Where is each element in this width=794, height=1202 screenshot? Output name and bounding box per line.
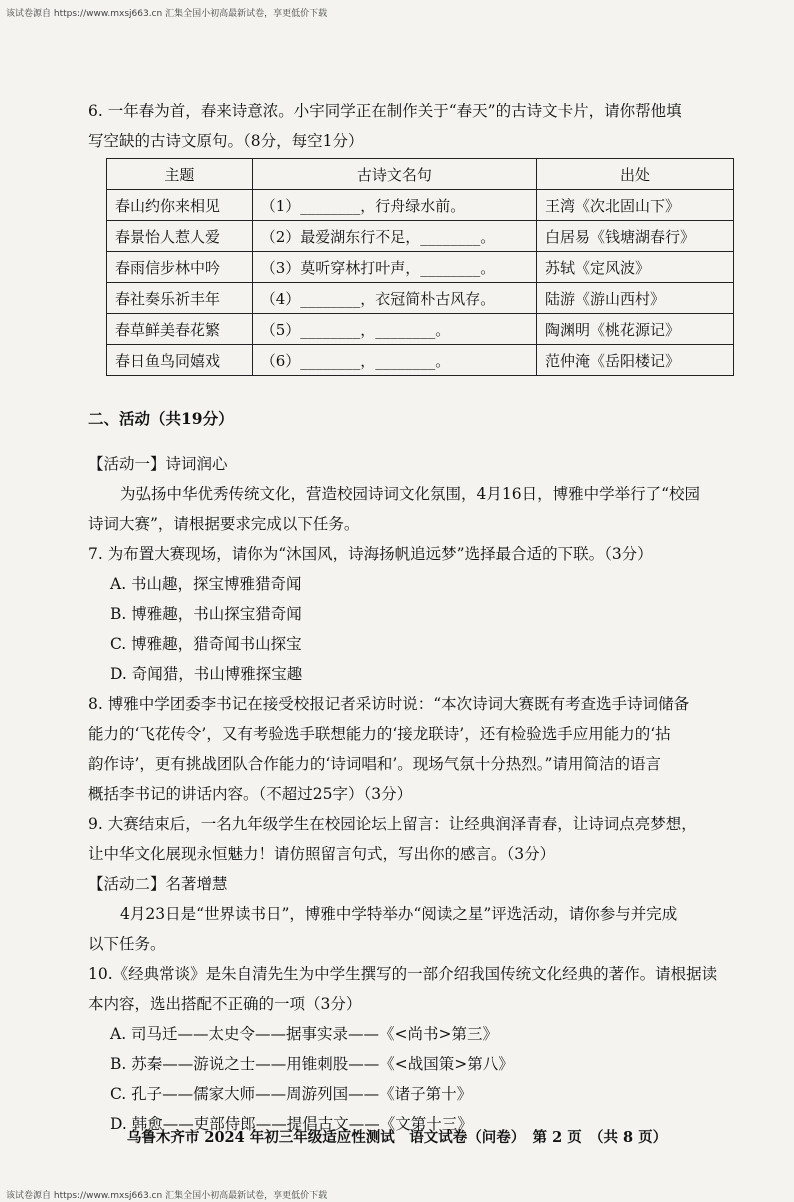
q9-line1: 9. 大赛结束后，一名九年级学生在校园论坛上留言：让经典润泽青春，让诗词点亮梦想，: [88, 815, 697, 833]
q10-option-c: C. 孔子——儒家大师——周游列国——《诸子第十》: [110, 1085, 473, 1103]
activity1-intro-2: 诗词大赛”，请根据要求完成以下任务。: [88, 515, 360, 533]
header-quote: 古诗文名句: [252, 159, 536, 190]
q10-option-d: D. 韩愈——吏部侍郎——提倡古文——《文第十三》: [110, 1115, 473, 1133]
activity2-intro-1: 4月23日是“世界读书日”，博雅中学特举办“阅读之星”评选活动，请你参与并完成: [120, 905, 678, 923]
row-quote: （6）________，________。: [252, 345, 536, 376]
watermark-top: 该试卷源自 https://www.mxsj663.cn 汇集全国小初高最新试卷，享更低价下载: [6, 9, 328, 19]
q7-option-b: B. 博雅趣，书山探宝猎奇闻: [110, 605, 302, 623]
exam-page: [88, 96, 738, 1139]
row-source: 苏轼《定风波》: [536, 252, 733, 283]
row-theme: 春日鱼鸟同嬉戏: [107, 345, 253, 376]
row-theme: 春山约你来相见: [107, 190, 253, 221]
row-quote: （2）最爱湖东行不足，________。: [252, 221, 536, 252]
row-source: 陶渊明《桃花源记》: [536, 314, 733, 345]
q8-line1: 8. 博雅中学团委李书记在接受校报记者采访时说：“本次诗词大赛既有考查选手诗词储备: [88, 695, 690, 713]
activity1-title: 【活动一】诗词润心: [88, 455, 228, 473]
row-source: 范仲淹《岳阳楼记》: [536, 345, 733, 376]
row-theme: 春草鲜美春花繁: [107, 314, 253, 345]
q7-option-d: D. 奇闻猎，书山博雅探宝趣: [110, 665, 303, 683]
row-theme: 春社奏乐祈丰年: [107, 283, 253, 314]
header-source: 出处: [536, 159, 733, 190]
table-row: [107, 283, 734, 314]
watermark-bottom: 该试卷源自 https://www.mxsj663.cn 汇集全国小初高最新试卷，享更低价下载: [6, 1191, 328, 1201]
q8-line3: 韵作诗’，更有挑战团队合作能力的‘诗词唱和’。现场气氛十分热烈。”请用简洁的语言: [88, 755, 661, 773]
row-theme: 春景怡人惹人爱: [107, 221, 253, 252]
row-quote: （5）________，________。: [252, 314, 536, 345]
row-quote: （4）________，衣冠简朴古风存。: [252, 283, 536, 314]
q7-stem: 7. 为布置大赛现场，请你为“沐国风，诗海扬帆追远梦”选择最合适的下联。（3分）: [88, 545, 653, 563]
q8-line2: 能力的‘飞花传令’，又有考验选手联想能力的‘接龙联诗’，还有检验选手应用能力的‘拈: [88, 725, 671, 743]
row-source: 王湾《次北固山下》: [536, 190, 733, 221]
row-quote: （1）________，行舟绿水前。: [252, 190, 536, 221]
q7-option-a: A. 书山趣，探宝博雅猎奇闻: [110, 575, 302, 593]
activity1-intro-1: 为弘扬中华优秀传统文化，营造校园诗词文化氛围，4月16日，博雅中学举行了“校园: [120, 485, 701, 503]
table-row: [107, 221, 734, 252]
activity2-intro-2: 以下任务。: [88, 935, 166, 953]
table-row: [107, 252, 734, 283]
row-quote: （3）莫听穿林打叶声，________。: [252, 252, 536, 283]
table-header-row: [107, 159, 734, 190]
q8-line4: 概括李书记的讲话内容。（不超过25字）（3分）: [88, 785, 413, 803]
q6-line1: 6. 一年春为首，春来诗意浓。小宇同学正在制作关于“春天”的古诗文卡片，请你帮他填: [88, 102, 682, 120]
q10-line2: 本内容，选出搭配不正确的一项（3分）: [88, 995, 362, 1013]
row-source: 陆游《游山西村》: [536, 283, 733, 314]
q9-line2: 让中华文化展现永恒魅力！请仿照留言句式，写出你的感言。（3分）: [88, 845, 556, 863]
page-footer: 乌鲁木齐市 2024 年初三年级适应性测试 语文试卷（问卷） 第 2 页 （共 8 页）: [126, 1129, 668, 1146]
row-theme: 春雨信步林中吟: [107, 252, 253, 283]
table-row: [107, 345, 734, 376]
q10-option-a: A. 司马迁——太史令——据事实录——《<尚书>第三》: [110, 1025, 499, 1043]
table-row: [107, 314, 734, 345]
poem-table: [106, 158, 734, 376]
row-source: 白居易《钱塘湖春行》: [536, 221, 733, 252]
header-theme: 主题: [107, 159, 253, 190]
section2-title: 二、活动（共19分）: [88, 408, 234, 428]
q6-line2: 写空缺的古诗文原句。（8分，每空1分）: [88, 132, 364, 150]
q7-option-c: C. 博雅趣，猎奇闻书山探宝: [110, 635, 302, 653]
q10-option-b: B. 苏秦——游说之士——用锥刺股——《<战国策>第八》: [110, 1055, 514, 1073]
table-row: [107, 190, 734, 221]
activity2-title: 【活动二】名著增慧: [88, 875, 228, 893]
q10-line1: 10.《经典常谈》是朱自清先生为中学生撰写的一部介绍我国传统文化经典的著作。请根据读: [88, 965, 718, 983]
